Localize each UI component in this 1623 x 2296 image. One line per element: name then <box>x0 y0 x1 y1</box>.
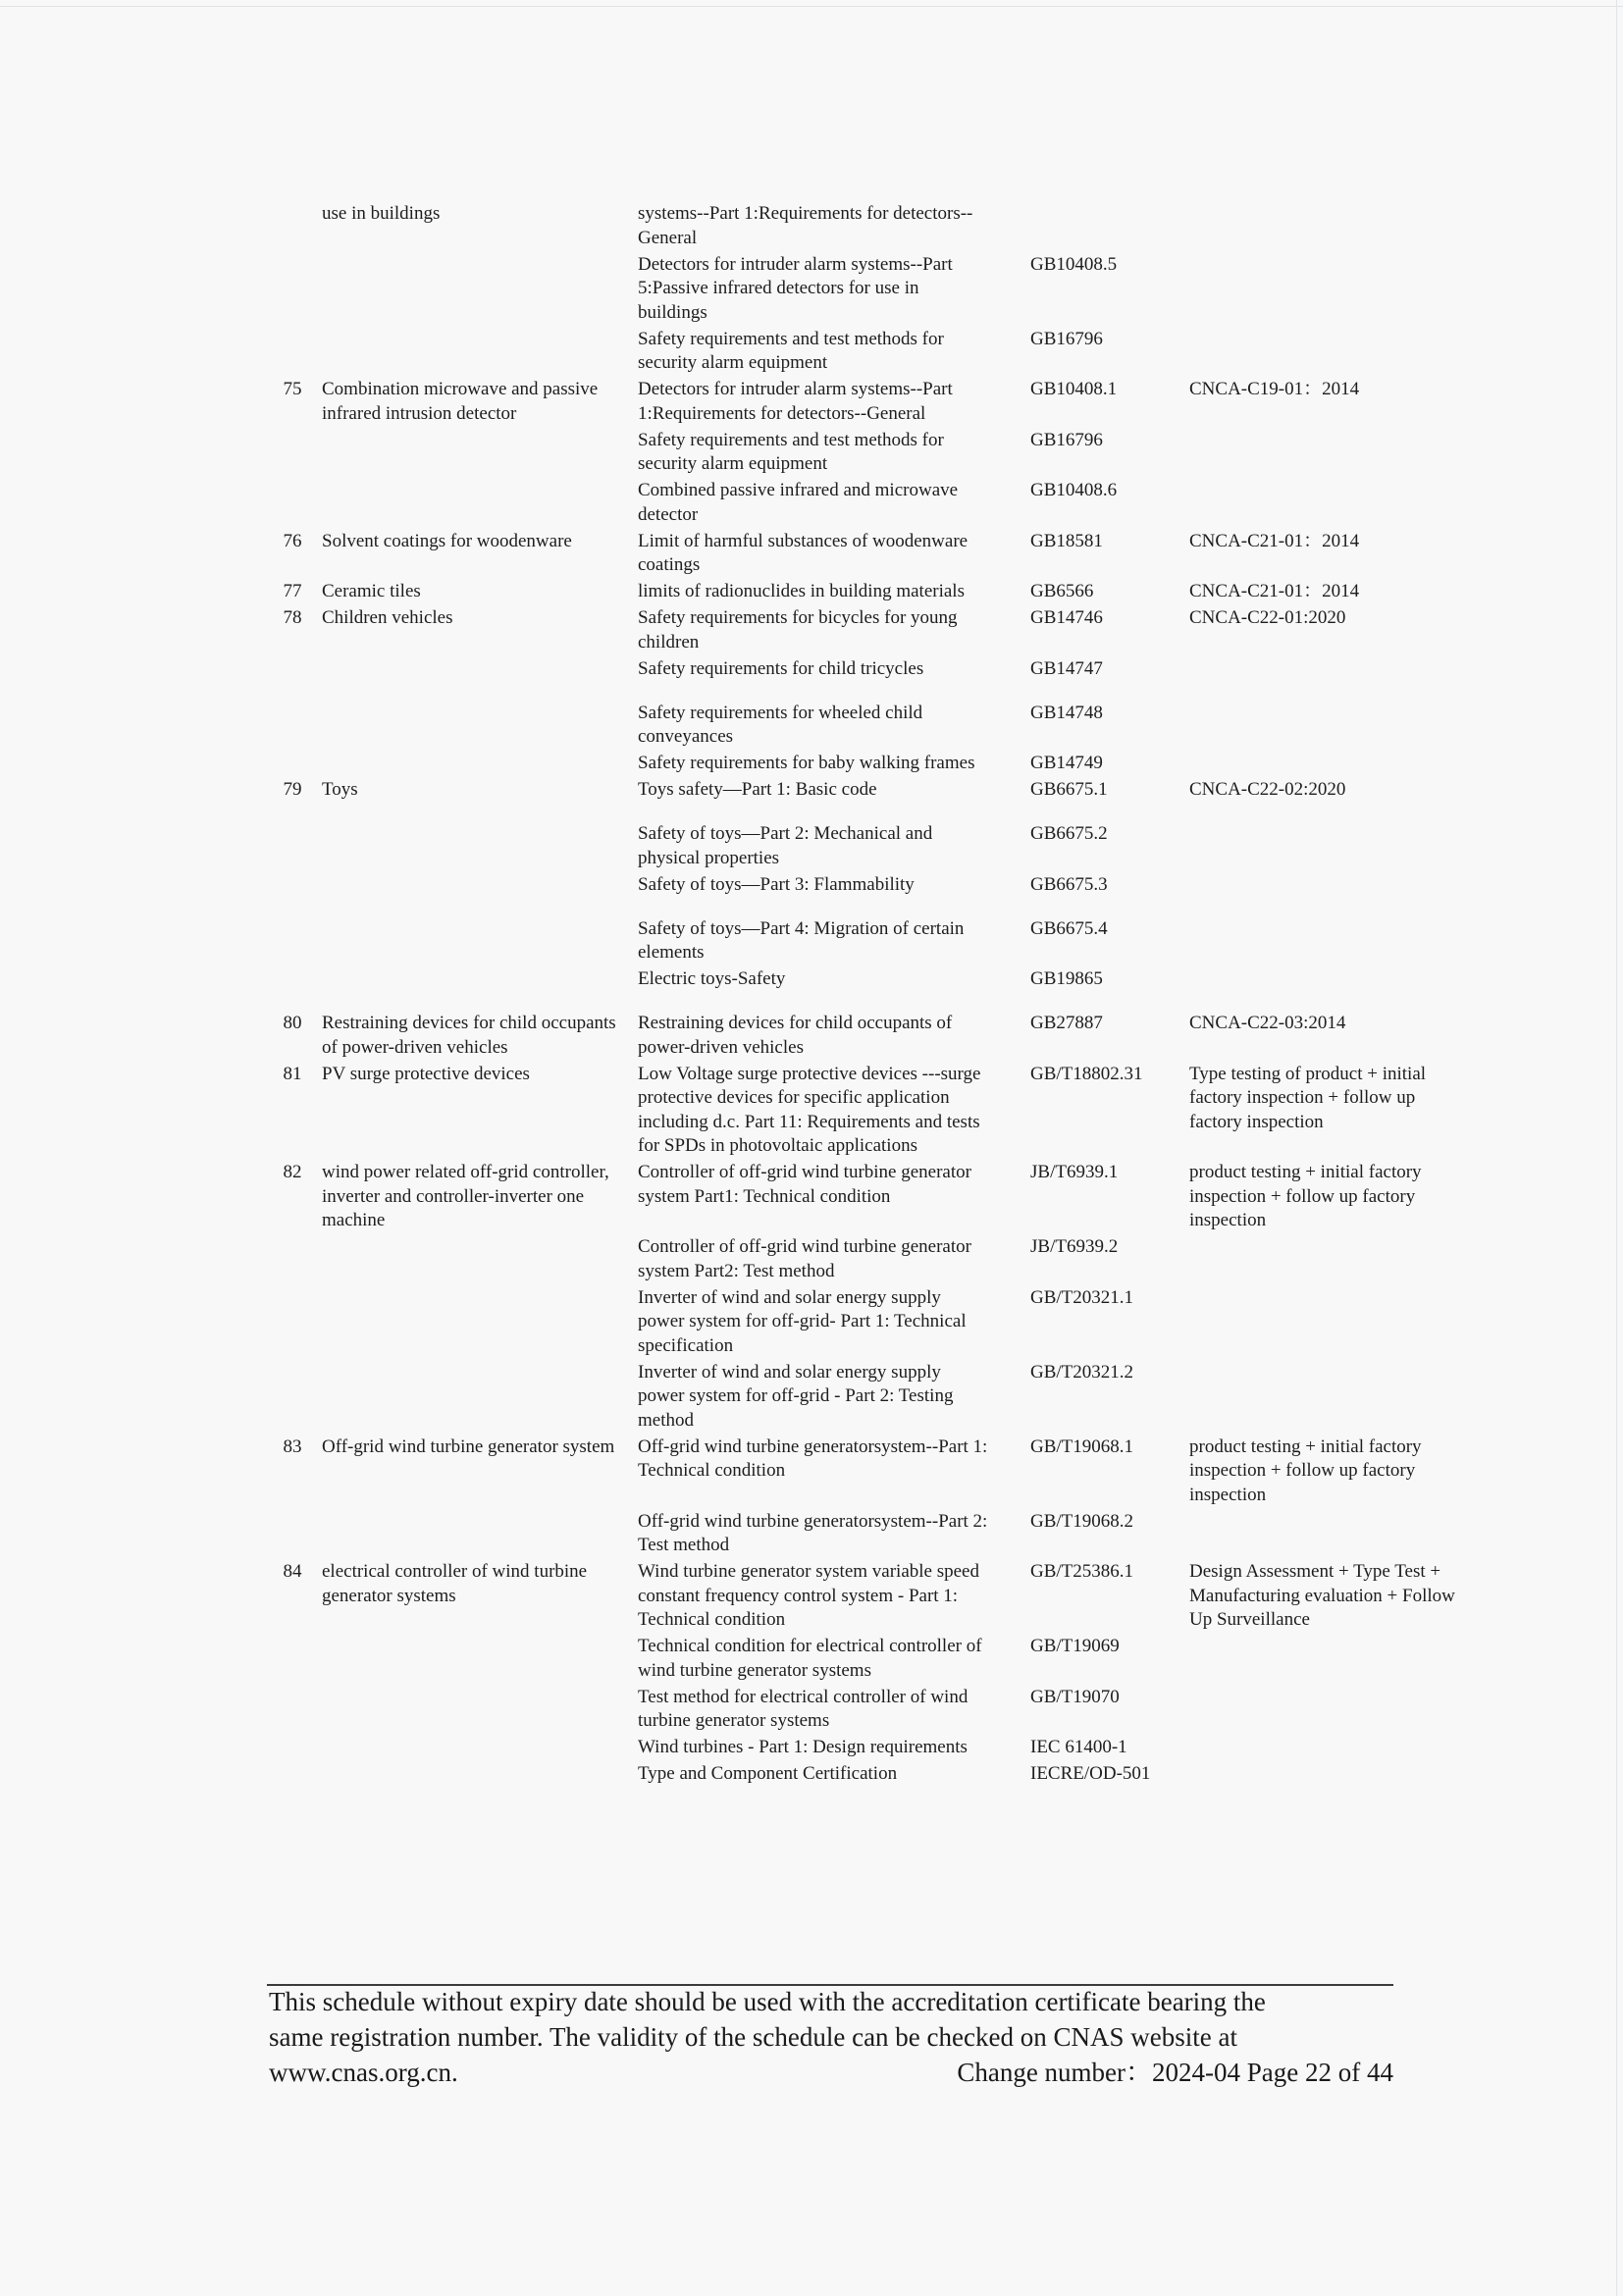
standard-code <box>1030 967 1189 994</box>
item-number <box>263 580 322 606</box>
table-row <box>263 752 1460 778</box>
certification-rule <box>1189 1686 1460 1737</box>
certification-rule <box>1189 657 1460 684</box>
item-number <box>263 657 322 684</box>
standard-title <box>638 684 1030 753</box>
standard-code-text: GB16796 <box>1030 429 1103 450</box>
standard-code-text: GB14747 <box>1030 657 1103 679</box>
standard-title <box>638 378 1030 429</box>
table-row <box>263 1361 1460 1435</box>
item-number-text: 79 <box>283 779 302 800</box>
item-number-text: 76 <box>283 530 302 551</box>
standard-title-text: Safety requirements and test methods for security alarm equipment <box>638 429 944 474</box>
standard-title-text: Off-grid wind turbine generatorsystem--Part 1: Technical condition <box>638 1435 988 1481</box>
table-row <box>263 202 1460 253</box>
certification-rule <box>1189 1510 1460 1561</box>
item-number <box>263 684 322 753</box>
product-name <box>322 1762 638 1789</box>
item-number-text: 84 <box>283 1561 302 1582</box>
table-row <box>263 429 1460 480</box>
item-number <box>263 1762 322 1789</box>
product-name <box>322 684 638 753</box>
product-name <box>322 202 638 253</box>
standard-code <box>1030 606 1189 657</box>
standard-code <box>1030 805 1189 873</box>
item-number-text: 82 <box>283 1162 302 1182</box>
table-row <box>263 684 1460 753</box>
table-row <box>263 778 1460 805</box>
footer-line-2: same registration number. The validity of the schedule can be checked on CNAS website at <box>269 2022 1237 2052</box>
footer-change-number: Change number：2024-04 Page 22 of 44 <box>957 2058 1393 2087</box>
product-name-text: Ceramic tiles <box>322 581 421 601</box>
table-row <box>263 657 1460 684</box>
standard-code-text: GB/T19068.1 <box>1030 1435 1134 1457</box>
standard-title-text: systems--Part 1:Requirements for detectors--General <box>638 203 973 248</box>
product-name <box>322 253 638 328</box>
standard-code-text: GB16796 <box>1030 328 1103 349</box>
product-name <box>322 657 638 684</box>
product-name-text: use in buildings <box>322 203 441 224</box>
certification-rule-text: product testing + initial factory inspection + follow up factory inspection <box>1189 1435 1422 1505</box>
standard-code-text: GB/T19070 <box>1030 1686 1120 1707</box>
product-name <box>322 1286 638 1361</box>
item-number <box>263 873 322 900</box>
item-number <box>263 805 322 873</box>
certification-rule <box>1189 202 1460 253</box>
table-row <box>263 530 1460 581</box>
item-number <box>263 1635 322 1686</box>
standard-code-text: GB/T19068.2 <box>1030 1510 1134 1532</box>
standard-title-text: Toys safety—Part 1: Basic code <box>638 779 877 800</box>
certification-rule <box>1189 1435 1460 1510</box>
standard-title-text: Low Voltage surge protective devices ---surge protective devices for specific application including d.c. Part 11: Requirements and tests for SPDs in photovoltaic applications <box>638 1063 981 1156</box>
standard-code-text: GB6675.4 <box>1030 917 1108 939</box>
standard-code <box>1030 900 1189 968</box>
certification-rule-text: CNCA-C22-02:2020 <box>1189 779 1346 800</box>
standard-code <box>1030 657 1189 684</box>
standard-code-text: JB/T6939.1 <box>1030 1162 1119 1182</box>
standard-code <box>1030 752 1189 778</box>
standard-code <box>1030 479 1189 530</box>
standard-code-text: GB/T20321.1 <box>1030 1286 1134 1308</box>
item-number <box>263 1435 322 1510</box>
standard-title <box>638 657 1030 684</box>
table-row <box>263 900 1460 968</box>
certification-rule <box>1189 1736 1460 1762</box>
standard-title <box>638 1510 1030 1561</box>
standard-code-text: GB14746 <box>1030 607 1103 628</box>
table-row <box>263 1161 1460 1235</box>
standard-title-text: Safety requirements for bicycles for young children <box>638 607 958 652</box>
item-number-text: 80 <box>283 1013 302 1033</box>
standard-title <box>638 805 1030 873</box>
standard-code-text: GB14749 <box>1030 753 1103 773</box>
standard-code <box>1030 580 1189 606</box>
table-row <box>263 1510 1460 1561</box>
standard-code-text: IEC 61400-1 <box>1030 1737 1127 1757</box>
standard-code-text: GB6675.3 <box>1030 873 1108 895</box>
standard-code <box>1030 1235 1189 1286</box>
item-number-text: 75 <box>283 379 302 399</box>
certification-rule <box>1189 967 1460 994</box>
certification-rule <box>1189 778 1460 805</box>
standard-code <box>1030 1361 1189 1435</box>
item-number <box>263 328 322 379</box>
standard-code-text: GB14748 <box>1030 702 1103 723</box>
standard-code-text: GB19865 <box>1030 968 1103 989</box>
standard-title <box>638 1635 1030 1686</box>
certification-rule <box>1189 1361 1460 1435</box>
schedule-footer <box>269 1984 1393 2090</box>
item-number <box>263 479 322 530</box>
item-number <box>263 530 322 581</box>
certification-rule <box>1189 994 1460 1063</box>
table-row <box>263 1686 1460 1737</box>
standard-title <box>638 994 1030 1063</box>
table-row <box>263 967 1460 994</box>
product-name <box>322 752 638 778</box>
standard-title-text: Safety of toys—Part 2: Mechanical and physical properties <box>638 823 933 868</box>
certification-rule-text: CNCA-C21-01：2014 <box>1189 530 1360 551</box>
product-name <box>322 378 638 429</box>
certification-rule <box>1189 1161 1460 1235</box>
item-number <box>263 967 322 994</box>
standard-code-text: GB6566 <box>1030 581 1094 601</box>
standard-title <box>638 900 1030 968</box>
footer-website: www.cnas.org.cn. <box>269 2058 458 2087</box>
item-number <box>263 778 322 805</box>
standard-title <box>638 967 1030 994</box>
standard-title <box>638 778 1030 805</box>
standard-title <box>638 479 1030 530</box>
standard-title <box>638 580 1030 606</box>
table-row <box>263 994 1460 1063</box>
product-name-text: Children vehicles <box>322 607 453 628</box>
certification-rule <box>1189 530 1460 581</box>
standard-title-text: Electric toys-Safety <box>638 968 786 989</box>
standard-title <box>638 202 1030 253</box>
standard-title <box>638 253 1030 328</box>
standard-title-text: Type and Component Certification <box>638 1763 898 1784</box>
item-number-text: 77 <box>283 581 302 601</box>
standard-title-text: Inverter of wind and solar energy supply power system for off-grid - Part 2: Testing method <box>638 1361 954 1431</box>
standard-code <box>1030 1435 1189 1510</box>
standard-code <box>1030 684 1189 753</box>
table-row <box>263 378 1460 429</box>
page-top-edge <box>0 6 1623 7</box>
product-name <box>322 606 638 657</box>
certification-rule <box>1189 805 1460 873</box>
product-name <box>322 1235 638 1286</box>
standard-title <box>638 606 1030 657</box>
schedule-rows <box>263 202 1460 1789</box>
certification-rule-text: Type testing of product + initial factory inspection + follow up factory inspection <box>1189 1063 1427 1132</box>
table-row <box>263 1635 1460 1686</box>
product-name <box>322 1435 638 1510</box>
standard-code <box>1030 253 1189 328</box>
standard-code <box>1030 530 1189 581</box>
standard-code-text: GB/T19069 <box>1030 1636 1120 1656</box>
standard-title <box>638 1286 1030 1361</box>
standard-code <box>1030 1635 1189 1686</box>
standard-title <box>638 328 1030 379</box>
standard-code-text: JB/T6939.2 <box>1030 1236 1119 1257</box>
table-row <box>263 1560 1460 1635</box>
product-name <box>322 429 638 480</box>
item-number <box>263 1063 322 1162</box>
item-number <box>263 1736 322 1762</box>
certification-rule <box>1189 1286 1460 1361</box>
item-number <box>263 606 322 657</box>
standard-code <box>1030 1762 1189 1789</box>
standard-code-text: GB/T25386.1 <box>1030 1561 1134 1582</box>
product-name <box>322 1361 638 1435</box>
certification-rule <box>1189 479 1460 530</box>
certification-rule-text: CNCA-C22-01:2020 <box>1189 607 1346 628</box>
certification-rule <box>1189 900 1460 968</box>
standard-code <box>1030 873 1189 900</box>
table-row <box>263 873 1460 900</box>
standard-code-text: GB6675.1 <box>1030 779 1108 800</box>
table-row <box>263 1435 1460 1510</box>
standard-title-text: Technical condition for electrical controller of wind turbine generator systems <box>638 1636 982 1681</box>
standard-title-text: Detectors for intruder alarm systems--Part 5:Passive infrared detectors for use in buildings <box>638 253 953 323</box>
certification-rule <box>1189 429 1460 480</box>
product-name <box>322 530 638 581</box>
certification-rule <box>1189 752 1460 778</box>
item-number <box>263 202 322 253</box>
table-row <box>263 1736 1460 1762</box>
table-row <box>263 1063 1460 1162</box>
item-number <box>263 994 322 1063</box>
item-number <box>263 253 322 328</box>
product-name <box>322 778 638 805</box>
standard-title-text: limits of radionuclides in building materials <box>638 581 965 601</box>
standard-title-text: Safety of toys—Part 4: Migration of certain elements <box>638 917 965 963</box>
table-row <box>263 606 1460 657</box>
standard-code <box>1030 429 1189 480</box>
product-name-text: wind power related off-grid controller, inverter and controller-inverter one machine <box>322 1162 609 1230</box>
product-name <box>322 1510 638 1561</box>
standard-title-text: Safety requirements for child tricycles <box>638 657 924 679</box>
table-row <box>263 1762 1460 1789</box>
standard-code-text: GB6675.2 <box>1030 823 1108 844</box>
certification-rule-text: product testing + initial factory inspection + follow up factory inspection <box>1189 1162 1422 1230</box>
standard-title <box>638 429 1030 480</box>
product-name <box>322 1635 638 1686</box>
standard-title-text: Restraining devices for child occupants of power-driven vehicles <box>638 1013 953 1058</box>
standard-title-text: Combined passive infrared and microwave detector <box>638 480 959 525</box>
certification-rule <box>1189 1560 1460 1635</box>
standard-code <box>1030 1286 1189 1361</box>
product-name <box>322 580 638 606</box>
product-name <box>322 900 638 968</box>
table-row <box>263 805 1460 873</box>
standard-title-text: Off-grid wind turbine generatorsystem--Part 2: Test method <box>638 1510 988 1555</box>
standard-title <box>638 1762 1030 1789</box>
standard-code <box>1030 1063 1189 1162</box>
item-number <box>263 1686 322 1737</box>
standard-title <box>638 1736 1030 1762</box>
standard-code <box>1030 1560 1189 1635</box>
table-row <box>263 1235 1460 1286</box>
standard-title-text: Inverter of wind and solar energy supply power system for off-grid- Part 1: Technical specification <box>638 1286 967 1356</box>
product-name-text: Restraining devices for child occupants of power-driven vehicles <box>322 1013 616 1058</box>
standard-title <box>638 752 1030 778</box>
product-name-text: electrical controller of wind turbine generator systems <box>322 1561 588 1606</box>
standard-code <box>1030 1736 1189 1762</box>
item-number <box>263 1510 322 1561</box>
standard-title-text: Safety of toys—Part 3: Flammability <box>638 873 915 895</box>
standard-title <box>638 1686 1030 1737</box>
product-name <box>322 1063 638 1162</box>
standard-title-text: Safety requirements for wheeled child conveyances <box>638 702 923 747</box>
standard-code <box>1030 202 1189 253</box>
item-number <box>263 1161 322 1235</box>
table-row <box>263 253 1460 328</box>
page-right-edge <box>1616 0 1617 2296</box>
standard-title-text: Safety requirements and test methods for security alarm equipment <box>638 328 944 373</box>
standard-title <box>638 873 1030 900</box>
product-name <box>322 994 638 1063</box>
standard-code-text: IECRE/OD-501 <box>1030 1763 1151 1784</box>
item-number <box>263 1560 322 1635</box>
standard-code <box>1030 778 1189 805</box>
standard-title <box>638 1063 1030 1162</box>
certification-rule <box>1189 1235 1460 1286</box>
certification-rule <box>1189 1762 1460 1789</box>
standard-code <box>1030 1686 1189 1737</box>
product-name <box>322 328 638 379</box>
standard-title <box>638 1435 1030 1510</box>
standard-code-text: GB27887 <box>1030 1013 1103 1033</box>
item-number <box>263 1286 322 1361</box>
product-name-text: Solvent coatings for woodenware <box>322 530 572 551</box>
product-name <box>322 479 638 530</box>
standard-title <box>638 1235 1030 1286</box>
standard-title <box>638 530 1030 581</box>
product-name <box>322 967 638 994</box>
item-number-text: 78 <box>283 607 302 628</box>
standard-code-text: GB18581 <box>1030 530 1103 551</box>
standard-code-text: GB/T20321.2 <box>1030 1361 1134 1383</box>
standard-code-text: GB10408.6 <box>1030 480 1118 500</box>
standard-title <box>638 1560 1030 1635</box>
item-number-text: 81 <box>283 1063 302 1084</box>
certification-rule <box>1189 873 1460 900</box>
item-number <box>263 1361 322 1435</box>
standard-title-text: Wind turbines - Part 1: Design requirements <box>638 1737 968 1757</box>
standard-title-text: Safety requirements for baby walking frames <box>638 753 975 773</box>
standard-code <box>1030 1161 1189 1235</box>
standard-title-text: Limit of harmful substances of woodenware coatings <box>638 530 969 575</box>
standard-code-text: GB/T18802.31 <box>1030 1063 1143 1084</box>
certification-rule <box>1189 1063 1460 1162</box>
table-row <box>263 479 1460 530</box>
standard-title-text: Controller of off-grid wind turbine generator system Part2: Test method <box>638 1236 971 1281</box>
item-number-text: 83 <box>283 1435 302 1457</box>
certification-rule-text: CNCA-C21-01：2014 <box>1189 581 1360 601</box>
certification-rule-text: CNCA-C19-01：2014 <box>1189 379 1360 399</box>
item-number <box>263 1235 322 1286</box>
footer-line-1: This schedule without expiry date should be used with the accreditation certificate bearing the <box>269 1987 1266 2016</box>
product-name <box>322 1161 638 1235</box>
product-name <box>322 1686 638 1737</box>
product-name <box>322 1560 638 1635</box>
item-number <box>263 378 322 429</box>
product-name-text: PV surge protective devices <box>322 1063 530 1084</box>
certification-rule-text: Design Assessment + Type Test + Manufacturing evaluation + Follow Up Surveillance <box>1189 1561 1455 1630</box>
standard-code <box>1030 1510 1189 1561</box>
certification-rule <box>1189 378 1460 429</box>
table-row <box>263 580 1460 606</box>
standard-code <box>1030 328 1189 379</box>
standard-code-text: GB10408.1 <box>1030 379 1118 399</box>
product-name <box>322 873 638 900</box>
footer-line-3 <box>269 2055 1393 2090</box>
standard-title <box>638 1361 1030 1435</box>
standard-code <box>1030 378 1189 429</box>
certification-rule <box>1189 1635 1460 1686</box>
item-number <box>263 900 322 968</box>
certification-rule <box>1189 253 1460 328</box>
standard-code <box>1030 994 1189 1063</box>
product-name-text: Combination microwave and passive infrared intrusion detector <box>322 379 599 424</box>
certification-rule <box>1189 684 1460 753</box>
certification-rule <box>1189 328 1460 379</box>
standard-title-text: Detectors for intruder alarm systems--Part 1:Requirements for detectors--General <box>638 379 953 424</box>
standard-title <box>638 1161 1030 1235</box>
product-name <box>322 1736 638 1762</box>
table-row <box>263 328 1460 379</box>
product-name <box>322 805 638 873</box>
standard-title-text: Wind turbine generator system variable speed constant frequency control system - Part 1: Technical condition <box>638 1561 979 1630</box>
standard-title-text: Test method for electrical controller of wind turbine generator systems <box>638 1686 969 1731</box>
item-number <box>263 429 322 480</box>
product-name-text: Toys <box>322 779 358 800</box>
certification-rule <box>1189 580 1460 606</box>
item-number <box>263 752 322 778</box>
standard-code-text: GB10408.5 <box>1030 253 1118 275</box>
product-name-text: Off-grid wind turbine generator system <box>322 1435 615 1457</box>
standard-title-text: Controller of off-grid wind turbine generator system Part1: Technical condition <box>638 1162 971 1207</box>
certification-rule <box>1189 606 1460 657</box>
accreditation-schedule-table <box>263 202 1460 1789</box>
table-row <box>263 1286 1460 1361</box>
certification-rule-text: CNCA-C22-03:2014 <box>1189 1013 1346 1033</box>
